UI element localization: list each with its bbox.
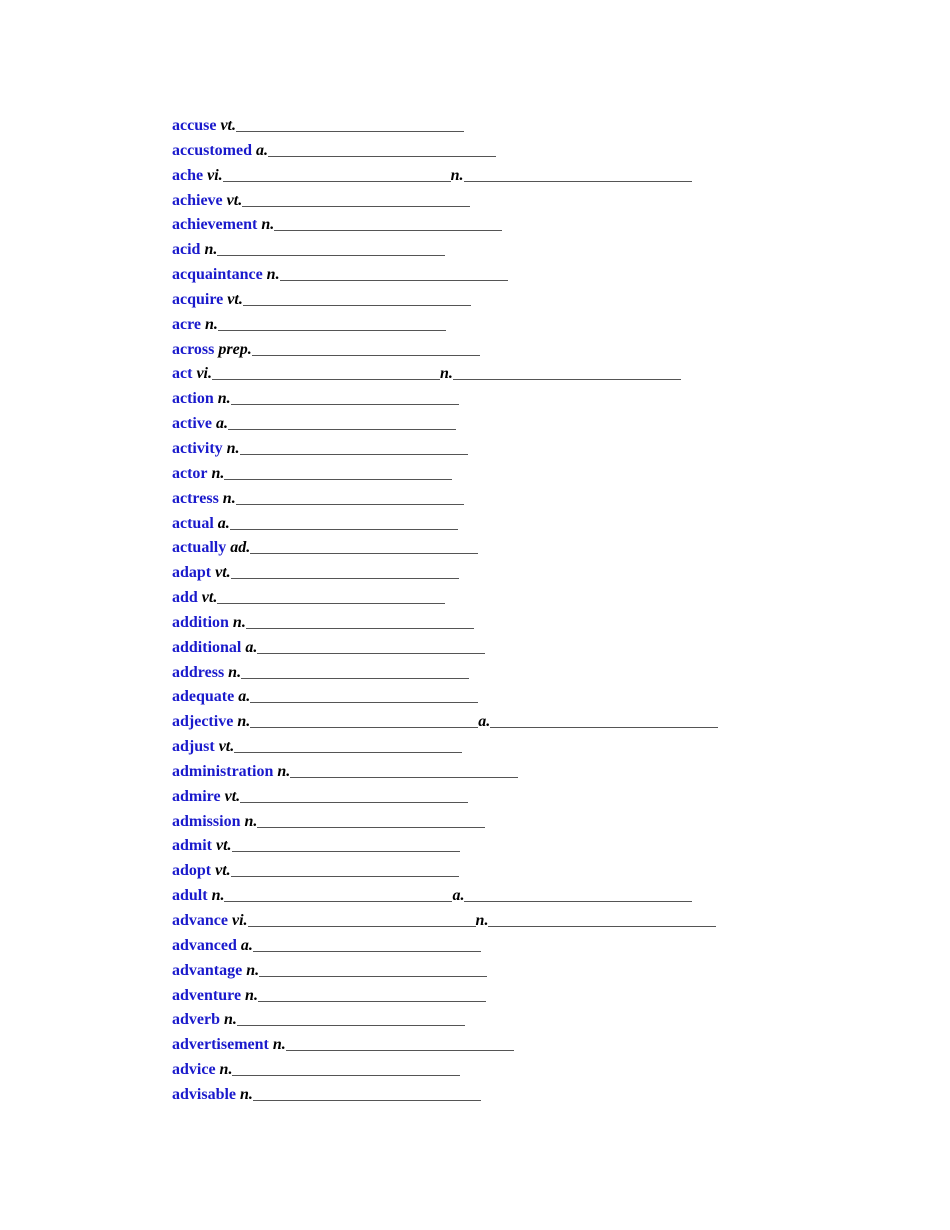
part-of-speech: a. xyxy=(255,141,268,159)
answer-blank[interactable] xyxy=(224,887,452,902)
vocab-word: adult xyxy=(172,887,208,905)
vocabulary-list xyxy=(172,114,872,1108)
vocab-entry xyxy=(172,1083,872,1108)
vocab-entry xyxy=(172,1008,872,1033)
vocab-word: adopt xyxy=(172,862,212,880)
answer-blank[interactable] xyxy=(250,539,478,554)
part-of-speech: vt. xyxy=(216,837,232,855)
vocab-word: ache xyxy=(172,166,204,184)
vocab-entry xyxy=(172,164,872,189)
vocab-word: acid xyxy=(172,241,201,259)
vocab-entry xyxy=(172,1033,872,1058)
vocab-word: acquire xyxy=(172,290,224,308)
part-of-speech: n. xyxy=(237,713,251,731)
vocab-word: address xyxy=(172,663,225,681)
part-of-speech: vt. xyxy=(201,589,218,607)
vocab-entry xyxy=(172,288,872,313)
answer-blank[interactable] xyxy=(250,713,478,728)
vocab-entry xyxy=(172,114,872,139)
part-of-speech: n. xyxy=(222,489,236,507)
answer-blank[interactable] xyxy=(236,117,464,132)
part-of-speech: n. xyxy=(211,887,225,905)
part-of-speech: a. xyxy=(452,887,465,905)
part-of-speech: a. xyxy=(238,688,251,706)
part-of-speech: n. xyxy=(232,613,246,631)
answer-blank[interactable] xyxy=(212,365,440,380)
vocab-entry xyxy=(172,213,872,238)
vocab-word: adverb xyxy=(172,1011,220,1029)
vocab-word: advanced xyxy=(172,936,237,954)
vocab-word: across xyxy=(172,340,215,358)
answer-blank[interactable] xyxy=(224,465,452,480)
vocab-word: advisable xyxy=(172,1085,237,1103)
answer-blank[interactable] xyxy=(237,1011,465,1026)
vocab-entry xyxy=(172,785,872,810)
answer-blank[interactable] xyxy=(241,664,469,679)
answer-blank[interactable] xyxy=(231,564,459,579)
part-of-speech: n. xyxy=(261,216,275,234)
vocab-entry xyxy=(172,387,872,412)
vocab-word: actress xyxy=(172,489,219,507)
part-of-speech: vi. xyxy=(196,365,212,383)
vocab-word: actual xyxy=(172,514,214,532)
vocab-word: admit xyxy=(172,837,212,855)
part-of-speech: n. xyxy=(211,464,225,482)
part-of-speech: prep. xyxy=(218,340,252,358)
part-of-speech: n. xyxy=(224,1011,237,1029)
answer-blank[interactable] xyxy=(236,490,464,505)
answer-blank[interactable] xyxy=(243,291,471,306)
answer-blank[interactable] xyxy=(258,987,486,1002)
vocab-entry xyxy=(172,586,872,611)
answer-blank[interactable] xyxy=(240,440,468,455)
part-of-speech: n. xyxy=(272,1036,286,1054)
vocab-word: active xyxy=(172,415,212,433)
vocab-word: acquaintance xyxy=(172,266,263,284)
vocab-entry xyxy=(172,984,872,1009)
answer-blank[interactable] xyxy=(259,962,487,977)
answer-blank[interactable] xyxy=(246,614,474,629)
vocab-word: add xyxy=(172,589,198,607)
vocab-entry xyxy=(172,735,872,760)
part-of-speech: n. xyxy=(245,986,258,1004)
vocab-entry xyxy=(172,959,872,984)
answer-blank[interactable] xyxy=(253,937,481,952)
part-of-speech: vt. xyxy=(226,191,243,209)
vocab-entry xyxy=(172,263,872,288)
part-of-speech: n. xyxy=(244,812,258,830)
part-of-speech: n. xyxy=(219,1061,233,1079)
vocab-entry xyxy=(172,238,872,263)
answer-blank[interactable] xyxy=(232,837,460,852)
part-of-speech: n. xyxy=(204,241,218,259)
vocab-entry xyxy=(172,909,872,934)
vocab-entry xyxy=(172,760,872,785)
vocab-entry xyxy=(172,884,872,909)
vocab-word: adequate xyxy=(172,688,235,706)
answer-blank[interactable] xyxy=(257,639,485,654)
answer-blank[interactable] xyxy=(286,1036,514,1051)
vocab-entry xyxy=(172,636,872,661)
vocab-word: admire xyxy=(172,787,221,805)
part-of-speech: a. xyxy=(217,514,230,532)
part-of-speech: n. xyxy=(266,266,280,284)
vocab-entry xyxy=(172,611,872,636)
answer-blank[interactable] xyxy=(253,1086,481,1101)
answer-blank[interactable] xyxy=(274,216,502,231)
vocab-entry xyxy=(172,810,872,835)
part-of-speech: n. xyxy=(439,365,453,383)
answer-blank[interactable] xyxy=(252,341,480,356)
answer-blank[interactable] xyxy=(217,589,445,604)
vocab-word: advance xyxy=(172,912,228,929)
answer-blank[interactable] xyxy=(217,241,445,256)
vocab-word: actually xyxy=(172,539,227,557)
part-of-speech: n. xyxy=(217,390,231,408)
vocab-entry xyxy=(172,834,872,859)
vocab-entry xyxy=(172,934,872,959)
answer-blank[interactable] xyxy=(230,515,458,530)
vocab-entry xyxy=(172,313,872,338)
answer-blank[interactable] xyxy=(250,688,478,703)
part-of-speech: n. xyxy=(246,961,260,979)
answer-blank[interactable] xyxy=(248,912,476,927)
vocab-entry xyxy=(172,512,872,537)
vocab-entry xyxy=(172,859,872,884)
vocab-entry xyxy=(172,412,872,437)
answer-blank[interactable] xyxy=(464,167,692,182)
vocab-entry xyxy=(172,661,872,686)
part-of-speech: n. xyxy=(475,912,489,929)
part-of-speech: a. xyxy=(478,713,491,731)
part-of-speech: vt. xyxy=(227,290,243,308)
answer-blank[interactable] xyxy=(268,142,496,157)
vocab-entry xyxy=(172,189,872,214)
answer-blank[interactable] xyxy=(231,390,459,405)
vocab-word: advice xyxy=(172,1061,216,1079)
vocab-word: activity xyxy=(172,439,223,457)
answer-blank[interactable] xyxy=(290,763,518,778)
vocab-entry xyxy=(172,362,872,387)
part-of-speech: n. xyxy=(450,166,464,184)
answer-blank[interactable] xyxy=(242,192,470,207)
part-of-speech: ad. xyxy=(230,539,251,557)
part-of-speech: vt. xyxy=(218,738,235,756)
vocab-entry xyxy=(172,139,872,164)
vocab-word: additional xyxy=(172,638,242,656)
answer-blank[interactable] xyxy=(234,738,462,753)
part-of-speech: n. xyxy=(277,762,291,780)
vocab-entry xyxy=(172,561,872,586)
vocab-word: advantage xyxy=(172,961,243,979)
vocab-word: acre xyxy=(172,315,202,333)
part-of-speech: a. xyxy=(240,936,253,954)
vocab-word: act xyxy=(172,365,193,383)
vocab-word: adapt xyxy=(172,564,212,582)
vocab-word: action xyxy=(172,390,214,408)
part-of-speech: vi. xyxy=(207,166,223,184)
vocab-word: administration xyxy=(172,762,274,780)
vocab-entry xyxy=(172,338,872,363)
vocab-word: advertisement xyxy=(172,1036,269,1054)
part-of-speech: vt. xyxy=(224,787,241,805)
vocab-word: adjective xyxy=(172,713,234,731)
answer-blank[interactable] xyxy=(280,266,508,281)
part-of-speech: vt. xyxy=(215,862,231,880)
answer-blank[interactable] xyxy=(257,813,485,828)
part-of-speech: a. xyxy=(215,415,228,433)
part-of-speech: vt. xyxy=(220,117,236,134)
vocab-word: admission xyxy=(172,812,241,830)
vocab-entry xyxy=(172,685,872,710)
vocab-word: accustomed xyxy=(172,141,252,159)
vocab-word: achieve xyxy=(172,191,223,209)
answer-blank[interactable] xyxy=(218,316,446,331)
answer-blank[interactable] xyxy=(228,415,456,430)
answer-blank[interactable] xyxy=(240,788,468,803)
part-of-speech: n. xyxy=(226,439,240,457)
part-of-speech: n. xyxy=(228,663,242,681)
vocab-word: accuse xyxy=(172,117,217,134)
vocab-entry xyxy=(172,710,872,735)
answer-blank[interactable] xyxy=(488,912,716,927)
vocab-word: actor xyxy=(172,464,208,482)
vocab-entry xyxy=(172,487,872,512)
answer-blank[interactable] xyxy=(231,862,459,877)
vocab-word: addition xyxy=(172,613,229,631)
answer-blank[interactable] xyxy=(223,167,451,182)
vocab-word: adjust xyxy=(172,738,215,756)
answer-blank[interactable] xyxy=(453,365,681,380)
vocab-entry xyxy=(172,437,872,462)
vocab-entry xyxy=(172,1058,872,1083)
vocab-entry xyxy=(172,462,872,487)
part-of-speech: a. xyxy=(245,638,258,656)
vocab-entry xyxy=(172,536,872,561)
vocab-word: adventure xyxy=(172,986,242,1004)
part-of-speech: n. xyxy=(240,1085,253,1103)
answer-blank[interactable] xyxy=(490,713,718,728)
part-of-speech: n. xyxy=(205,315,218,333)
vocab-word: achievement xyxy=(172,216,258,234)
answer-blank[interactable] xyxy=(464,887,692,902)
part-of-speech: vi. xyxy=(232,912,248,929)
part-of-speech: vt. xyxy=(215,564,231,582)
answer-blank[interactable] xyxy=(232,1061,460,1076)
